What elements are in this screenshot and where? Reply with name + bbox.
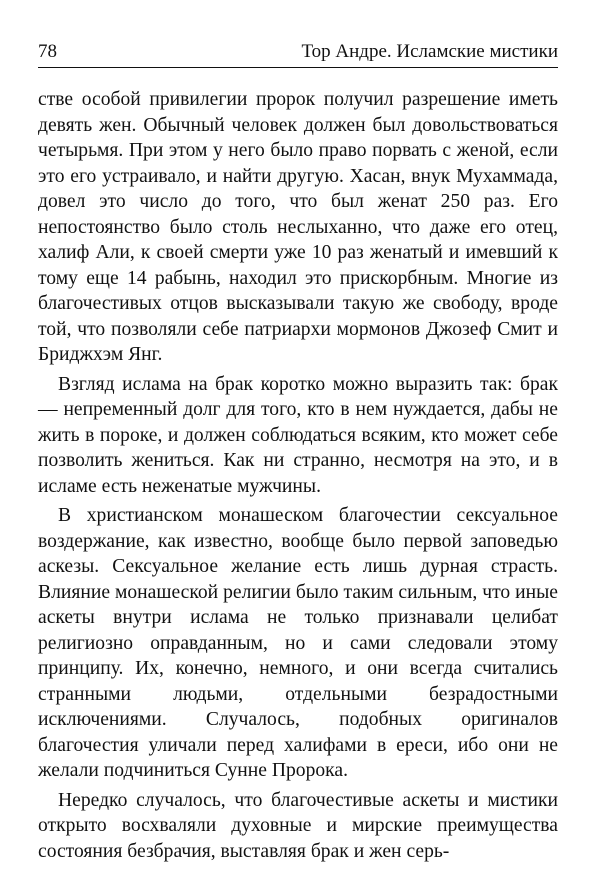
body-text [38,87,558,868]
paragraph-celibacy-praise: Нередко случалось, что благочестивые аскеты и мистики открыто восхваляли духовные и мирские преимущества состояния безбрачия, выставляя брак и жен серь- [38,789,558,862]
paragraph-monastic-piety: В христианском монашеском благочестии сексуальное воздержание, как известно, вообще было первой заповедью аскезы. Сексуальное желание есть лишь дурная страсть. Влияние монашеской религии было таким сильным, что иные аскеты внутри ислама не только признавали целибат религиозно оправданным, но и сами следовали этому принципу. Их, конечно, немного, и они всегда считались странными людьми, отдельными безрадостными исключениями. Случалось, подобных оригиналов благочестия уличали перед халифами в ереси, ибо они не желали подчиниться Сунне Пророка. [38,505,558,781]
page-number: 78 [38,41,57,62]
running-title: Тор Андре. Исламские мистики [301,41,558,62]
running-header [38,40,558,68]
paragraph-continuation: стве особой привилегии пророк получил разрешение иметь девять жен. Обычный человек должен был довольствоваться четырьмя. При этом у него было право порвать с женой, если это его устраивало, и найти другую. Хасан, внук Мухаммада, довел это число до того, что был женат 250 раз. Его непостоянство было столь неслыханно, что даже его отец, халиф Али, к своей смерти уже 10 раз женатый и имевший к тому еще 14 рабынь, находил это прискорбным. Многие из благочестивых отцов высказывали такую же свободу, вроде той, что позволяли себе патриархи мормонов Джозеф Смит и Бриджхэм Янг. [38,89,558,365]
paragraph-marriage-view: Взгляд ислама на брак коротко можно выразить так: брак — непременный долг для того, кто в нем нуждается, дабы не жить в пороке, и должен соблюдаться всяким, кто может себе позволить жениться. Как ни странно, несмотря на это, и в исламе есть неженатые мужчины. [38,373,558,497]
